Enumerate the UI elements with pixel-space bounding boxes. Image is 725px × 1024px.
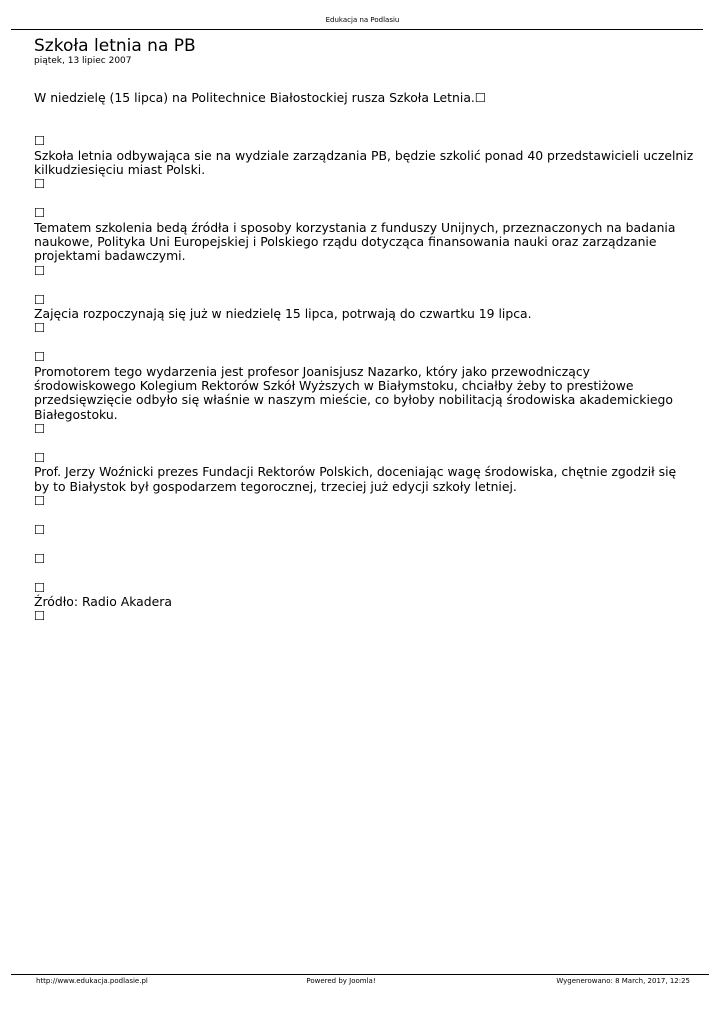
- placeholder-glyph: ☐: [34, 262, 46, 278]
- placeholder-glyph: ☐: [34, 320, 46, 336]
- blank-line: [34, 566, 694, 580]
- placeholder-glyph: ☐: [34, 349, 46, 365]
- article-paragraph: Zajęcia rozpoczynają się już w niedzielę 15 lipca, potrwają do czwartku 19 lipca.: [34, 306, 532, 322]
- site-name: Edukacja na Podlasiu: [325, 16, 400, 24]
- article-body: [34, 91, 694, 624]
- footer-url: http://www.edukacja.podlasie.pl: [36, 977, 148, 985]
- placeholder-glyph: ☐: [34, 291, 46, 307]
- blank-line: [34, 537, 694, 551]
- placeholder-glyph: ☐: [34, 421, 46, 437]
- placeholder-glyph: ☐: [34, 176, 46, 192]
- placeholder-glyph: ☐: [34, 450, 46, 466]
- footer-powered: Powered by Joomla!: [306, 977, 376, 985]
- header-divider: [11, 29, 703, 30]
- article-paragraph: W niedzielę (15 lipca) na Politechnice Białostockiej rusza Szkoła Letnia.☐: [34, 90, 486, 105]
- article-paragraph: Tematem szkolenia bedą źródła i sposoby korzystania z funduszy Unijnych, przeznaczonych na badania naukowe, Polityka Uni Europejskiej i Polskiego rządu dotycząca finansowania nauki oraz zarządzanie projektami badawczymi.: [34, 219, 676, 264]
- placeholder-glyph: ☐: [34, 550, 46, 566]
- article-paragraph: Źródło: Radio Akadera: [34, 594, 172, 610]
- footer-generated: Wygenerowano: 8 March, 2017, 12:25: [556, 977, 690, 985]
- article-paragraph: Prof. Jerzy Woźnicki prezes Fundacji Rektorów Polskich, doceniając wagę środowiska, chętnie zgodził się by to Białystok był gospodarzem tegorocznej, trzeciej już edycji szkoły letniej.: [34, 464, 677, 494]
- placeholder-glyph: ☐: [34, 579, 46, 595]
- blank-line: [34, 336, 694, 350]
- blank-line: [34, 437, 694, 451]
- article-date: piątek, 13 lipiec 2007: [34, 56, 132, 66]
- blank-line: [34, 120, 694, 134]
- footer-divider: [11, 974, 709, 975]
- placeholder-glyph: ☐: [34, 608, 46, 624]
- blank-line: [34, 278, 694, 292]
- placeholder-glyph: ☐: [34, 133, 46, 149]
- placeholder-glyph: ☐: [34, 522, 46, 538]
- blank-line: [34, 192, 694, 206]
- blank-line: [34, 509, 694, 523]
- article-paragraph: Szkoła letnia odbywająca sie na wydziale zarządzania PB, będzie szkolić ponad 40 przedstawicieli uczelniz kilkudziesięciu miast Polski.: [34, 147, 694, 177]
- placeholder-glyph: ☐: [34, 205, 46, 221]
- article-paragraph: Promotorem tego wydarzenia jest profesor Joanisjusz Nazarko, który jako przewodniczący środowiskowego Kolegium Rektorów Szkół Wyższych w Białymstoku, chciałby żeby to prestiżowe przedsięwzięcie odbyło się właśnie w naszym mieście, co byłoby nobilitacją środowiska akademickiego Białegostoku.: [34, 363, 673, 422]
- article-title: Szkoła letnia na PB: [34, 36, 196, 56]
- blank-line: [34, 105, 694, 119]
- placeholder-glyph: ☐: [34, 493, 46, 509]
